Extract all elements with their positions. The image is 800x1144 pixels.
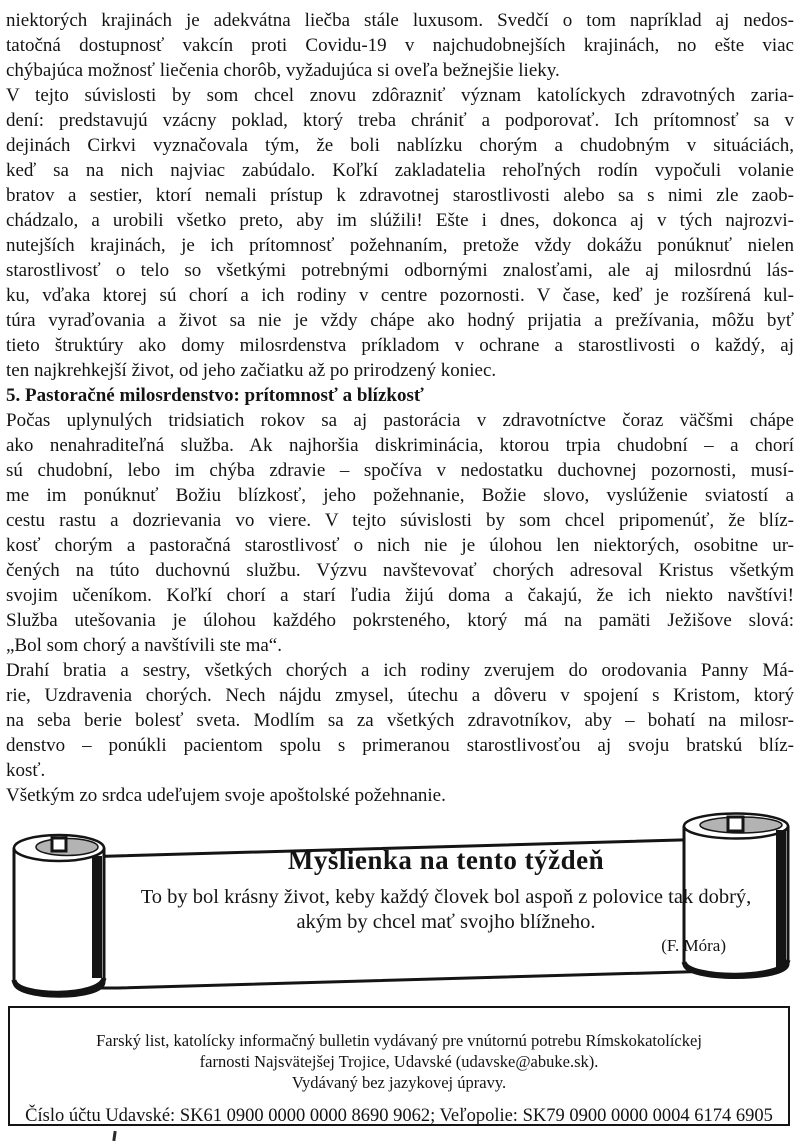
- text-line: V tejto súvislosti by som chcel znovu zdôrazniť význam katolíckych zdravotných zaria-: [6, 85, 794, 106]
- text-line: Všetkým zo srdca udeľujem svoje apoštolské požehnanie.: [6, 785, 446, 806]
- publisher-line-2: farnosti Najsvätejšej Trojice, Udavské (udavske@abuke.sk).: [199, 1052, 599, 1071]
- text-line: me im ponúknuť Božiu blízkosť, jeho požehnanie, Božie slovo, vyslúženie sviatostí a: [6, 485, 794, 506]
- banner-attribution: (F. Móra): [661, 936, 726, 955]
- text-line: „Bol som chorý a navštívili ste ma“.: [6, 635, 282, 656]
- text-line: ku, vďaka ktorej sú chorí a ich rodiny v centre pozornosti. V čase, keď je rozšírená kul-: [6, 285, 794, 306]
- banner-title: Myšlienka na tento týždeň: [287, 845, 605, 875]
- text-line: keď sa na nich najviac zabúdalo. Koľkí zakladatelia rehoľných rodín vypočuli volanie: [6, 160, 794, 181]
- text-line: kosť.: [6, 760, 46, 781]
- text-line: bratov a sestier, ktorí nemali prístup k zdravotnej starostlivosti alebo sa s nimi zle zaob-: [6, 185, 794, 206]
- text-line: dejinách Cirkvi vyznačovala tým, že boli nablízku chorým a chudobným v situáciách,: [6, 135, 794, 156]
- scroll-roll-left-icon: [14, 835, 104, 996]
- text-line: dení: predstavujú vzácny poklad, ktorý treba chrániť a podporovať. Ich prítomnosť sa v: [6, 110, 794, 131]
- text-line: nutejších krajinách, je ich prítomnosť požehnaním, pretože vždy dokážu ponúknuť nielen: [6, 235, 794, 256]
- text-line: niektorých krajinách je adekvátna liečba stále luxusom. Svedčí o tom napríklad aj nedos-: [6, 10, 794, 31]
- text-line: tieto štruktúry ako domy milosrdenstva príkladom v ochrane a starostlivosti o každý, aj: [6, 335, 794, 356]
- text-line: chádzalo, a urobili všetko preto, aby im slúžili! Ešte i dnes, dokonca aj v tých najrozvi-: [6, 210, 794, 231]
- text-line: túra vyraďovania a život sa nie je vždy chápe ako hodný prijatia a prežívania, môžu byť: [6, 310, 794, 331]
- text-line: rie, Uzdravenia chorých. Nech nájdu zmysel, útechu a dôveru v spojení s Kristom, ktorý: [6, 685, 794, 706]
- publisher-line-1: Farský list, katolícky informačný bulletin vydávaný pre vnútornú potrebu Rímskokatolíckej: [96, 1031, 702, 1050]
- text-line: svojim učeníkom. Koľkí chorí a starí ľudia žijú doma a čakajú, že ich niekto navštívi!: [6, 585, 794, 606]
- text-line: Počas uplynulých tridsiatich rokov sa aj pastorácia v zdravotníctve čoraz väčšmi chápe: [6, 410, 794, 431]
- publisher-info-box: [8, 1006, 790, 1126]
- text-line: starostlivosť o telo so všetkými potrebnými odbornými znalosťami, ale aj milosrdnú lás-: [6, 260, 794, 281]
- body-text-block: [6, 8, 794, 808]
- scan-artifact: [112, 1131, 116, 1141]
- banner-quote-line-2: akým by chcel mať svojho blížneho.: [296, 911, 596, 933]
- text-line: denstvo – ponúkli pacientom spolu s primeranou starostlivosťou aj svoju bratskú blíz-: [6, 735, 794, 756]
- text-line: tatočná dostupnosť vakcín proti Covidu-19 v najchudobnejších krajinách, no ešte viac: [6, 35, 794, 56]
- text-line: Služba utešovania je úlohou každého pokrsteného, ktorý má na pamäti Ježišove slová:: [6, 610, 794, 631]
- publisher-line-3: Vydávaný bez jazykovej úpravy.: [291, 1073, 507, 1092]
- text-line: sú chudobní, lebo im chýba zdravie – spočíva v nedostatku duchovnej pozornosti, musí-: [6, 460, 794, 481]
- section-heading: 5. Pastoračné milosrdenstvo: prítomnosť a blízkosť: [6, 385, 424, 406]
- bank-account-line: Číslo účtu Udavské: SK61 0900 0000 0000 8690 9062; Veľopolie: SK79 0900 0000 0004 6174 6905: [25, 1106, 773, 1126]
- text-line: chýbajúca možnosť liečenia chorôb, vyžadujúca si oveľa bežnejšie lieky.: [6, 60, 560, 81]
- text-line: cestu rastu a dozrievania vo viere. V tejto súvislosti by som chcel pripomenúť, že blíz-: [6, 510, 794, 531]
- text-line: ako nenahraditeľná služba. Ak najhoršia diskriminácia, ktorou trpia chudobní – a chorí: [6, 435, 794, 456]
- banner-quote-line-1: To by bol krásny život, keby každý človek bol aspoň z polovice tak dobrý,: [140, 886, 752, 908]
- text-line: ten najkrehkejší život, od jeho začiatku až po prirodzený koniec.: [6, 360, 497, 381]
- text-line: čených na túto duchovnú službu. Výzvu navštevovať chorých adresoval Kristus všetkým: [6, 560, 794, 581]
- text-line: kosť chorým a pastoračná starostlivosť o nich nie je úlohou len niektorých, osobitne ur-: [6, 535, 794, 556]
- text-line: Drahí bratia a sestry, všetkých chorých a ich rodiny zverujem do orodovania Panny Má-: [6, 660, 794, 681]
- text-line: na seba berie bolesť sveta. Modlím sa za všetkých zdravotníkov, aby – bohatí na milosr-: [6, 710, 794, 731]
